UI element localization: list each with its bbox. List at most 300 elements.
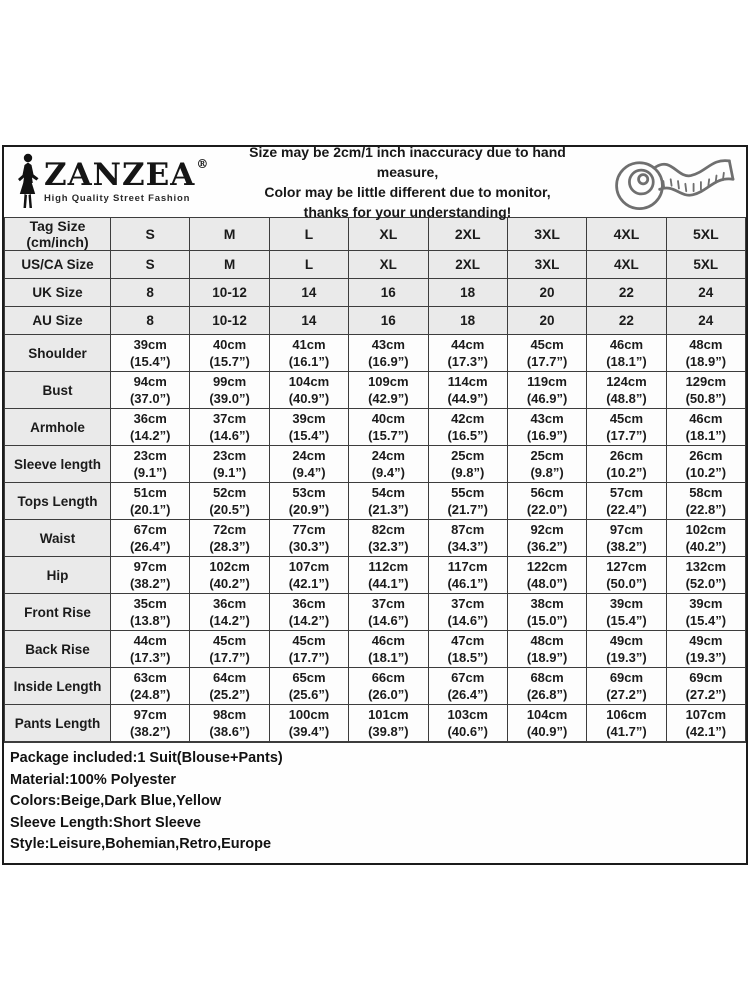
measure-cm: 124cm <box>606 374 647 389</box>
row-label: Tops Length <box>5 483 111 520</box>
measuring-tape-icon <box>592 149 742 215</box>
row-label: Back Rise <box>5 631 111 668</box>
measure-cell <box>349 705 428 742</box>
measure-cm: 132cm <box>685 559 727 574</box>
measure-inch: (16.9”) <box>368 354 409 369</box>
measure-inch: (26.8”) <box>526 687 568 702</box>
measure-cm: 129cm <box>685 374 727 389</box>
table-row <box>5 483 746 520</box>
measure-cell <box>269 335 348 372</box>
measure-cm: 45cm <box>609 411 644 426</box>
measure-cm: 49cm <box>609 633 644 648</box>
row-label: Waist <box>5 520 111 557</box>
size-cell: 22 <box>587 307 666 335</box>
measure-cell <box>666 594 745 631</box>
measure-cm: 127cm <box>606 559 647 574</box>
measure-cell <box>269 594 348 631</box>
measure-cell <box>587 520 666 557</box>
measure-inch: (48.8”) <box>606 391 647 406</box>
size-cell: L <box>269 251 348 279</box>
measure-cm: 26cm <box>689 448 723 463</box>
measure-inch: (27.2”) <box>606 687 647 702</box>
measure-cell <box>587 631 666 668</box>
measure-inch: (38.2”) <box>129 724 171 739</box>
measure-cm: 36cm <box>292 596 326 611</box>
measure-cm: 23cm <box>133 448 167 463</box>
measure-cm: 54cm <box>371 485 405 500</box>
measure-inch: (15.7”) <box>368 428 409 443</box>
measure-cm: 26cm <box>609 448 644 463</box>
measure-cm: 56cm <box>530 485 564 500</box>
measure-inch: (26.4”) <box>129 539 171 554</box>
measure-cm: 65cm <box>292 670 326 685</box>
size-cell: M <box>190 251 269 279</box>
measure-cell <box>507 557 586 594</box>
measure-cell <box>666 446 745 483</box>
measure-inch: (14.2”) <box>129 428 171 443</box>
measure-cm: 117cm <box>447 559 488 574</box>
column-header: L <box>269 218 348 251</box>
measure-inch: (19.3”) <box>606 650 647 665</box>
measure-cell <box>269 409 348 446</box>
measure-cell <box>507 446 586 483</box>
product-details <box>4 742 746 863</box>
measure-cm: 40cm <box>371 411 405 426</box>
measure-inch: (44.9”) <box>447 391 488 406</box>
measure-cell <box>507 631 586 668</box>
measure-inch: (48.0”) <box>526 576 568 591</box>
measure-inch: (17.3”) <box>129 650 171 665</box>
measure-cm: 58cm <box>689 485 723 500</box>
measure-inch: (30.3”) <box>288 539 330 554</box>
measure-cell <box>190 446 269 483</box>
measure-inch: (14.2”) <box>209 613 250 628</box>
measure-cell <box>111 446 190 483</box>
measure-inch: (26.0”) <box>368 687 409 702</box>
column-header: 4XL <box>587 218 666 251</box>
measure-cell <box>111 668 190 705</box>
measure-cm: 77cm <box>292 522 326 537</box>
measure-cm: 46cm <box>371 633 405 648</box>
measure-inch: (17.3”) <box>447 354 488 369</box>
measure-cm: 67cm <box>133 522 167 537</box>
measure-cell <box>666 520 745 557</box>
row-label: Hip <box>5 557 111 594</box>
measure-cell <box>349 446 428 483</box>
measure-cm: 44cm <box>451 337 485 352</box>
table-row <box>5 446 746 483</box>
size-cell: 16 <box>349 279 428 307</box>
measure-cm: 47cm <box>451 633 485 648</box>
measure-inch: (44.1”) <box>368 576 409 591</box>
measure-cm: 99cm <box>212 374 247 389</box>
disclaimer-line: Size may be 2cm/1 inch inaccuracy due to hand measure, <box>249 144 566 180</box>
measure-inch: (16.9”) <box>526 428 568 443</box>
table-row <box>5 372 746 409</box>
row-label: US/CA Size <box>5 251 111 279</box>
measure-cell <box>190 631 269 668</box>
measure-cell <box>587 594 666 631</box>
measure-cell <box>349 631 428 668</box>
measure-cm: 46cm <box>609 337 644 352</box>
measure-cm: 87cm <box>451 522 485 537</box>
measure-cell <box>666 409 745 446</box>
row-label: Front Rise <box>5 594 111 631</box>
size-table-body <box>5 251 746 742</box>
measure-cell <box>507 335 586 372</box>
measure-inch: (40.2”) <box>209 576 250 591</box>
row-label: UK Size <box>5 279 111 307</box>
measure-inch: (46.9”) <box>526 391 568 406</box>
measure-cm: 45cm <box>530 337 564 352</box>
measure-cell <box>587 705 666 742</box>
measure-cm: 43cm <box>371 337 405 352</box>
measure-inch: (40.2”) <box>685 539 727 554</box>
measure-cell <box>111 705 190 742</box>
header <box>4 144 746 220</box>
measure-cm: 36cm <box>212 596 247 611</box>
measure-inch: (20.9”) <box>288 502 330 517</box>
measure-inch: (15.4”) <box>606 613 647 628</box>
measure-inch: (15.4”) <box>129 354 171 369</box>
measure-cell <box>349 594 428 631</box>
measure-inch: (28.3”) <box>209 539 250 554</box>
measure-cell <box>428 409 507 446</box>
measure-cm: 106cm <box>606 707 647 722</box>
measure-cell <box>507 372 586 409</box>
table-row <box>5 631 746 668</box>
measure-cm: 57cm <box>609 485 644 500</box>
measure-cm: 35cm <box>133 596 167 611</box>
measure-inch: (20.5”) <box>209 502 250 517</box>
size-cell: 22 <box>587 279 666 307</box>
detail-line: Colors:Beige,Dark Blue,Yellow <box>10 793 222 809</box>
measure-cm: 49cm <box>689 633 723 648</box>
measure-cm: 37cm <box>212 411 247 426</box>
disclaimer-line: thanks for your understanding! <box>303 204 512 220</box>
measure-inch: (16.1”) <box>288 354 330 369</box>
detail-line: Package included:1 Suit(Blouse+Pants) <box>10 750 283 766</box>
measure-cell <box>190 557 269 594</box>
measure-cell <box>428 631 507 668</box>
measure-cm: 112cm <box>368 559 409 574</box>
measure-cell <box>190 594 269 631</box>
row-label: Pants Length <box>5 705 111 742</box>
measure-cell <box>349 520 428 557</box>
size-chart-table <box>4 217 746 742</box>
measure-cm: 39cm <box>609 596 644 611</box>
measure-inch: (38.2”) <box>129 576 171 591</box>
size-cell: 10-12 <box>190 279 269 307</box>
measure-cm: 66cm <box>371 670 405 685</box>
measure-cm: 25cm <box>451 448 485 463</box>
woman-silhouette-icon <box>14 153 41 214</box>
measure-inch: (21.3”) <box>368 502 409 517</box>
size-cell: 24 <box>666 307 745 335</box>
measure-cell <box>666 335 745 372</box>
measure-inch: (39.4”) <box>288 724 330 739</box>
table-row <box>5 594 746 631</box>
size-cell: 16 <box>349 307 428 335</box>
measure-cell <box>190 409 269 446</box>
brand-wordmark <box>44 157 210 205</box>
content-box <box>2 145 748 865</box>
measure-inch: (14.6”) <box>447 613 488 628</box>
measure-inch: (25.2”) <box>209 687 250 702</box>
measure-inch: (15.7”) <box>209 354 250 369</box>
detail-line: Style:Leisure,Bohemian,Retro,Europe <box>10 836 272 852</box>
measure-cm: 102cm <box>685 522 727 537</box>
measure-cm: 68cm <box>530 670 564 685</box>
size-cell: 20 <box>507 307 586 335</box>
size-cell: 24 <box>666 279 745 307</box>
measure-inch: (17.7”) <box>606 428 647 443</box>
measure-inch: (9.1”) <box>133 465 167 480</box>
measure-inch: (39.0”) <box>209 391 250 406</box>
measure-inch: (18.1”) <box>685 428 727 443</box>
measure-cell <box>428 483 507 520</box>
measure-inch: (18.5”) <box>447 650 488 665</box>
table-row <box>5 335 746 372</box>
measure-cm: 114cm <box>447 374 488 389</box>
measure-inch: (14.6”) <box>368 613 409 628</box>
measure-cm: 53cm <box>292 485 326 500</box>
measure-cell <box>428 446 507 483</box>
measure-inch: (50.8”) <box>685 391 727 406</box>
size-cell: 8 <box>111 279 190 307</box>
measure-inch: (9.4”) <box>292 465 326 480</box>
measure-inch: (39.8”) <box>368 724 409 739</box>
measure-cell <box>587 409 666 446</box>
measure-cell <box>190 668 269 705</box>
measure-inch: (17.7”) <box>526 354 568 369</box>
measure-cm: 36cm <box>133 411 167 426</box>
measure-inch: (13.8”) <box>129 613 171 628</box>
measure-cell <box>349 335 428 372</box>
measure-cm: 43cm <box>530 411 564 426</box>
measure-cm: 102cm <box>209 559 250 574</box>
measure-cm: 39cm <box>292 411 326 426</box>
measure-inch: (14.2”) <box>288 613 330 628</box>
measure-inch: (41.7”) <box>606 724 647 739</box>
measure-cm: 107cm <box>288 559 330 574</box>
measure-inch: (16.5”) <box>447 428 488 443</box>
measure-cm: 101cm <box>368 707 409 722</box>
corner-line2: (cm/inch) <box>26 234 89 250</box>
measure-cell <box>666 372 745 409</box>
measure-inch: (18.1”) <box>368 650 409 665</box>
measure-inch: (40.9”) <box>288 391 330 406</box>
table-row <box>5 557 746 594</box>
size-cell: 14 <box>269 279 348 307</box>
measure-cell <box>349 483 428 520</box>
row-label: Armhole <box>5 409 111 446</box>
measure-cell <box>349 557 428 594</box>
measure-cell <box>507 594 586 631</box>
measure-cell <box>190 520 269 557</box>
measure-cell <box>428 594 507 631</box>
measure-cm: 98cm <box>212 707 247 722</box>
measure-inch: (40.9”) <box>526 724 568 739</box>
detail-line: Sleeve Length:Short Sleeve <box>10 814 201 831</box>
size-cell: 10-12 <box>190 307 269 335</box>
measure-cell <box>349 668 428 705</box>
measure-cm: 67cm <box>451 670 485 685</box>
measure-cell <box>111 631 190 668</box>
row-label: AU Size <box>5 307 111 335</box>
measure-cell <box>666 668 745 705</box>
measure-cm: 63cm <box>133 670 167 685</box>
measure-inch: (38.6”) <box>209 724 250 739</box>
measure-cm: 45cm <box>292 633 326 648</box>
measure-inch: (9.1”) <box>212 465 247 480</box>
measure-cm: 25cm <box>530 448 564 463</box>
measure-inch: (18.1”) <box>606 354 647 369</box>
measure-inch: (15.4”) <box>685 613 727 628</box>
measure-cell <box>269 446 348 483</box>
measure-cell <box>666 631 745 668</box>
measure-inch: (14.6”) <box>209 428 250 443</box>
measure-cm: 51cm <box>133 485 167 500</box>
measure-cm: 69cm <box>689 670 723 685</box>
disclaimer-line: Color may be little different due to monitor, <box>264 184 551 200</box>
detail-line: Material:100% Polyester <box>10 771 177 788</box>
measure-cell <box>190 705 269 742</box>
measure-inch: (9.4”) <box>371 465 405 480</box>
measure-cm: 24cm <box>292 448 326 463</box>
measure-inch: (21.7”) <box>447 502 488 517</box>
measure-inch: (46.1”) <box>447 576 488 591</box>
size-cell: 3XL <box>507 251 586 279</box>
measure-cm: 72cm <box>212 522 247 537</box>
measure-cell <box>349 409 428 446</box>
measure-inch: (18.9”) <box>526 650 568 665</box>
measure-cell <box>111 594 190 631</box>
measure-inch: (15.0”) <box>526 613 568 628</box>
measure-cm: 64cm <box>212 670 247 685</box>
measure-cm: 44cm <box>133 633 167 648</box>
measure-cm: 69cm <box>609 670 644 685</box>
size-cell: 8 <box>111 307 190 335</box>
table-row <box>5 251 746 279</box>
measure-cell <box>111 372 190 409</box>
measure-cm: 39cm <box>689 596 723 611</box>
measure-cm: 45cm <box>212 633 247 648</box>
measure-inch: (19.3”) <box>685 650 727 665</box>
measure-cm: 37cm <box>371 596 405 611</box>
measure-inch: (17.7”) <box>209 650 250 665</box>
measure-cm: 122cm <box>526 559 568 574</box>
column-header: 2XL <box>428 218 507 251</box>
measure-cell <box>507 705 586 742</box>
measure-inch: (32.3”) <box>368 539 409 554</box>
measure-cm: 97cm <box>133 559 167 574</box>
size-cell: 20 <box>507 279 586 307</box>
measure-inch: (22.0”) <box>526 502 568 517</box>
measure-cell <box>269 372 348 409</box>
measure-cm: 42cm <box>451 411 485 426</box>
table-row <box>5 307 746 335</box>
size-cell: XL <box>349 251 428 279</box>
measure-inch: (22.8”) <box>685 502 727 517</box>
corner-line1: Tag Size <box>29 218 86 234</box>
registered-mark: ® <box>196 157 210 172</box>
measure-inch: (18.9”) <box>685 354 727 369</box>
measure-cm: 97cm <box>133 707 167 722</box>
table-row <box>5 668 746 705</box>
measure-inch: (9.8”) <box>530 465 564 480</box>
measure-cm: 24cm <box>371 448 405 463</box>
measure-cell <box>111 409 190 446</box>
measure-inch: (37.0”) <box>129 391 171 406</box>
measure-inch: (42.1”) <box>685 724 727 739</box>
measure-cell <box>269 520 348 557</box>
measure-inch: (42.9”) <box>368 391 409 406</box>
measure-cell <box>190 335 269 372</box>
measure-cm: 23cm <box>212 448 247 463</box>
measure-cell <box>666 483 745 520</box>
disclaimer-text <box>223 142 592 222</box>
measure-cell <box>507 483 586 520</box>
measure-cell <box>507 409 586 446</box>
measure-inch: (9.8”) <box>451 465 485 480</box>
measure-cell <box>190 372 269 409</box>
measure-inch: (17.7”) <box>288 650 330 665</box>
measure-cell <box>666 557 745 594</box>
measure-cell <box>269 557 348 594</box>
measure-cm: 104cm <box>288 374 330 389</box>
measure-cm: 48cm <box>689 337 723 352</box>
measure-cell <box>269 668 348 705</box>
measure-cell <box>111 483 190 520</box>
size-cell: 5XL <box>666 251 745 279</box>
size-cell: 18 <box>428 279 507 307</box>
row-label: Inside Length <box>5 668 111 705</box>
measure-inch: (38.2”) <box>606 539 647 554</box>
measure-cell <box>428 372 507 409</box>
table-header-row <box>5 218 746 251</box>
measure-inch: (22.4”) <box>606 502 647 517</box>
measure-cm: 37cm <box>451 596 485 611</box>
measure-inch: (50.0”) <box>606 576 647 591</box>
size-cell: S <box>111 251 190 279</box>
measure-cm: 104cm <box>526 707 568 722</box>
row-label: Shoulder <box>5 335 111 372</box>
table-row <box>5 409 746 446</box>
measure-cm: 55cm <box>451 485 485 500</box>
column-header: 5XL <box>666 218 745 251</box>
measure-inch: (34.3”) <box>447 539 488 554</box>
measure-cm: 103cm <box>447 707 488 722</box>
table-row <box>5 279 746 307</box>
table-row <box>5 705 746 742</box>
measure-cell <box>269 705 348 742</box>
measure-inch: (26.4”) <box>447 687 488 702</box>
measure-cm: 39cm <box>133 337 167 352</box>
measure-cm: 38cm <box>530 596 564 611</box>
measure-inch: (25.6”) <box>288 687 330 702</box>
corner-cell <box>5 218 111 251</box>
measure-cell <box>428 705 507 742</box>
row-label: Sleeve length <box>5 446 111 483</box>
measure-cell <box>428 557 507 594</box>
measure-cell <box>587 668 666 705</box>
column-header: XL <box>349 218 428 251</box>
measure-cell <box>587 557 666 594</box>
measure-cell <box>587 483 666 520</box>
measure-cell <box>507 668 586 705</box>
measure-cell <box>111 335 190 372</box>
